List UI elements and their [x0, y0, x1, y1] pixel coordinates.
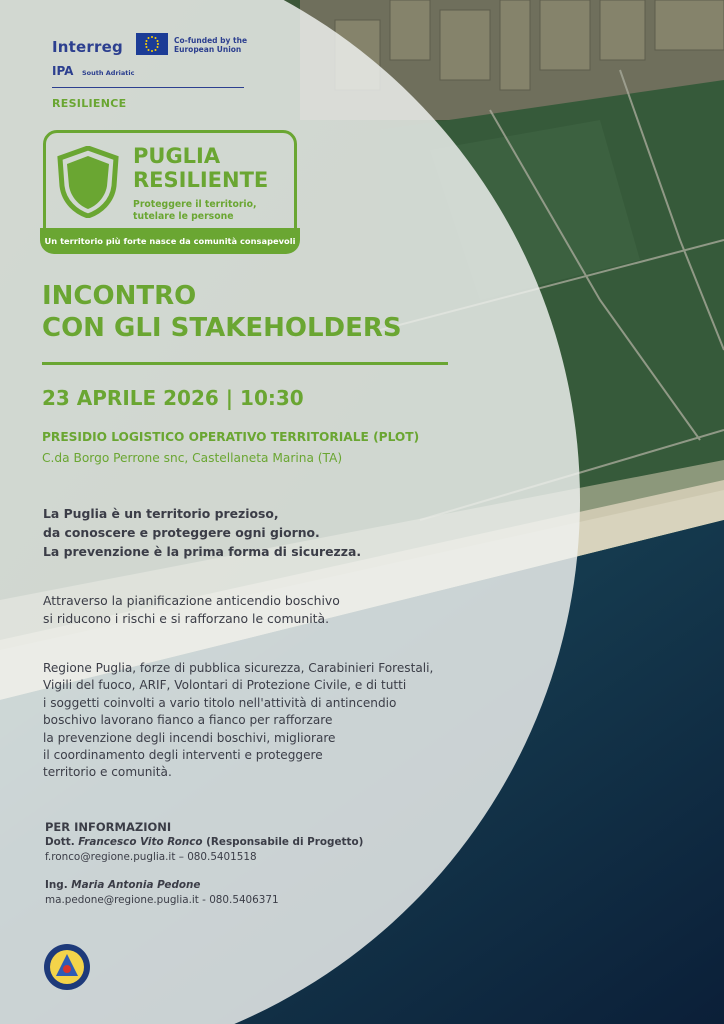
- contact1-name: Francesco Vito Ronco: [78, 836, 203, 848]
- paragraph-partners: [43, 660, 493, 782]
- event-title-line2: CON GLI STAKEHOLDERS: [42, 313, 402, 343]
- project-name: RESILIENCE: [52, 97, 127, 110]
- event-title: [42, 280, 502, 344]
- title-divider: [42, 362, 448, 365]
- contact1-email-phone[interactable]: f.ronco@regione.puglia.it – 080.5401518: [45, 851, 257, 863]
- para2-line: i soggetti coinvolti a vario titolo nell'attività di antincendio: [43, 695, 397, 710]
- para2-line: territorio e comunità.: [43, 765, 172, 780]
- logo-tagline: [133, 199, 293, 223]
- venue-name: PRESIDIO LOGISTICO OPERATIVO TERRITORIALE (PLOT): [42, 430, 420, 444]
- logo-strip-text: Un territorio più forte nasce da comunità consapevoli: [44, 236, 296, 246]
- lead-paragraph: [43, 504, 423, 561]
- para2-line: la prevenzione degli incendi boschivi, migliorare: [43, 730, 336, 745]
- logo-title-line1: PUGLIA: [133, 144, 221, 168]
- logo-title-line2: RESILIENTE: [133, 168, 269, 192]
- para1-line2: si riducono i rischi e si rafforzano le comunità.: [43, 611, 330, 626]
- event-title-line1: INCONTRO: [42, 281, 197, 311]
- interreg-logo-text: Interreg: [52, 38, 123, 56]
- para2-line: Vigili del fuoco, ARIF, Volontari di Protezione Civile, e di tutti: [43, 678, 407, 693]
- header-divider: [52, 87, 244, 88]
- eu-cofunded-text: Co-funded by the European Union: [174, 36, 248, 54]
- para2-line: boschivo lavorano fianco a fianco per rafforzare: [43, 713, 333, 728]
- logo-tagline-line2: tutelare le persone: [133, 211, 234, 222]
- protezione-civile-seal-icon: [43, 943, 91, 991]
- lead-line3: La prevenzione è la prima forma di sicurezza.: [43, 544, 362, 559]
- shield-icon: [56, 146, 120, 218]
- contact2-title: Ing.: [45, 879, 68, 891]
- logo-title: [133, 144, 268, 192]
- contact1-name-line: [45, 836, 363, 848]
- contact2-name: Maria Antonia Pedone: [71, 879, 201, 891]
- ipa-text: IPA: [52, 64, 74, 78]
- contact1-title: Dott.: [45, 836, 75, 848]
- logo-tagline-line1: Proteggere il territorio,: [133, 199, 257, 210]
- contact2-name-line: [45, 879, 200, 891]
- contact1-role: (Responsabile di Progetto): [206, 836, 364, 848]
- lead-line2: da conoscere e proteggere ogni giorno.: [43, 525, 320, 540]
- event-date-time: 23 APRILE 2026 | 10:30: [42, 386, 304, 410]
- eu-flag-icon: [136, 33, 168, 55]
- info-heading: PER INFORMAZIONI: [45, 820, 172, 834]
- contact2-email-phone[interactable]: ma.pedone@regione.puglia.it - 080.5406371: [45, 894, 279, 906]
- lead-line1: La Puglia è un territorio prezioso,: [43, 506, 279, 521]
- paragraph-planning: [43, 592, 443, 628]
- ipa-region-text: South Adriatic: [82, 69, 135, 77]
- para2-line: il coordinamento degli interventi e proteggere: [43, 748, 323, 763]
- para1-line1: Attraverso la pianificazione anticendio boschivo: [43, 593, 340, 608]
- para2-line: Regione Puglia, forze di pubblica sicurezza, Carabinieri Forestali,: [43, 661, 434, 675]
- venue-address: C.da Borgo Perrone snc, Castellaneta Marina (TA): [42, 451, 343, 465]
